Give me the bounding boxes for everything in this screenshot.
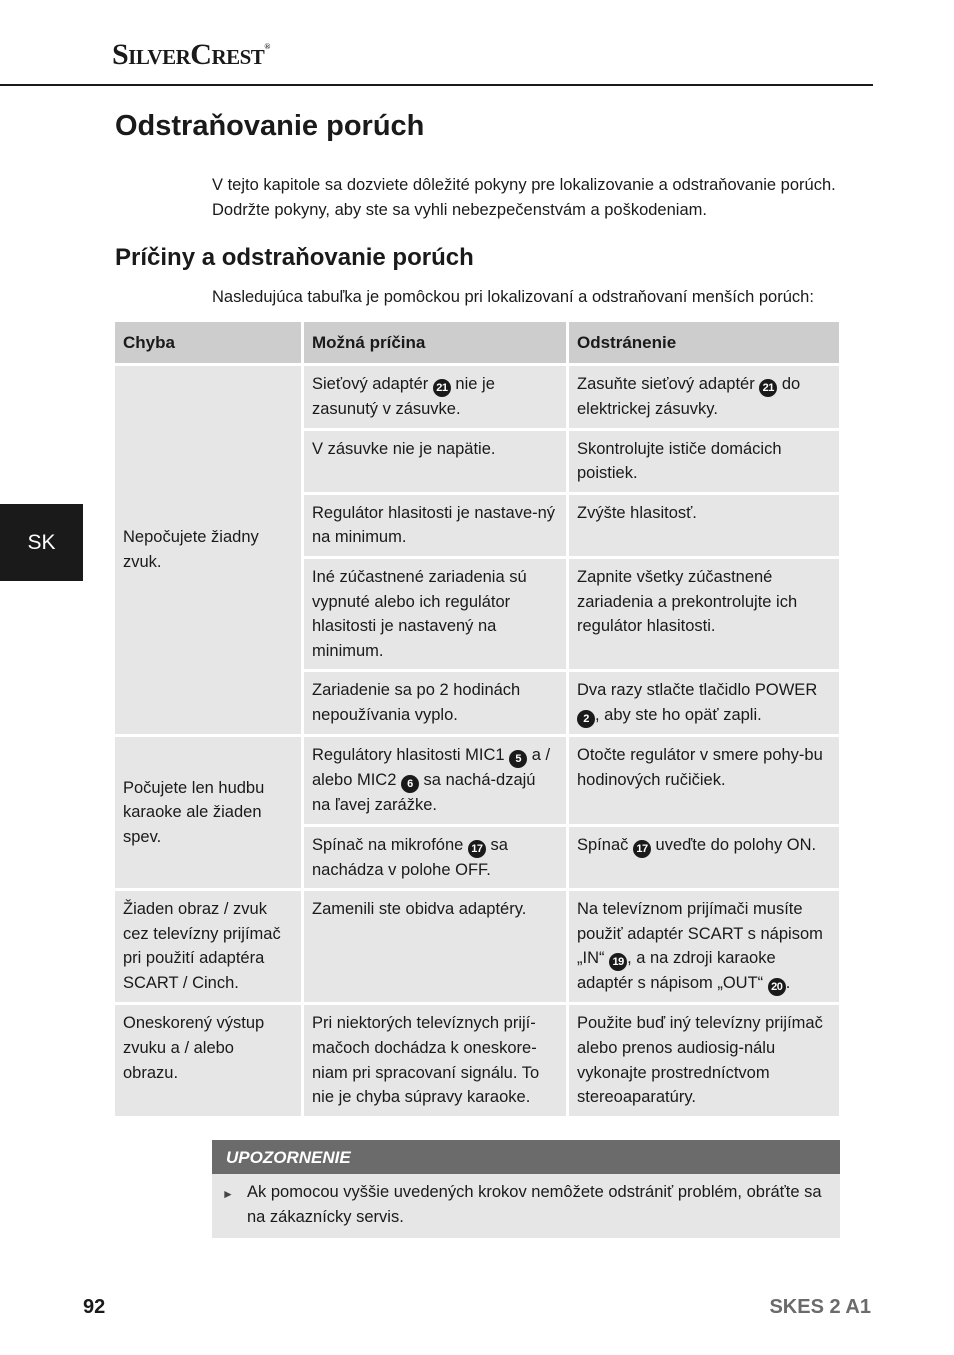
fix-cell [569, 1005, 839, 1115]
reference-number-icon: 2 [577, 710, 595, 728]
cell-text: Zasuňte sieťový adaptér [577, 375, 760, 393]
header-fix: Odstránenie [569, 322, 839, 363]
reference-number-icon: 21 [759, 379, 777, 397]
cause-cell [304, 495, 566, 556]
fix-cell [569, 827, 839, 889]
fix-cell [569, 891, 839, 1002]
header-rule [0, 84, 873, 86]
cell-text: Na televíznom prijímači musíte použiť adaptér SCART s nápisom „IN“ [577, 900, 823, 968]
fix-cell [569, 431, 839, 492]
cell-text: sa nachá-dzajú na ľavej zarážke. [312, 770, 536, 814]
cause-cell [304, 431, 566, 492]
cell-text: . [785, 974, 791, 993]
cell-text: Zamenili ste obidva adaptéry. [312, 900, 527, 919]
section-title: Príčiny a odstraňovanie porúch [115, 244, 474, 271]
fix-cell [569, 672, 839, 734]
reference-number-icon: 19 [609, 953, 627, 971]
fault-cell: Nepočujete žiadny zvuk. [115, 366, 301, 734]
fix-cell [569, 559, 839, 669]
reference-number-icon: 17 [468, 840, 486, 858]
cell-text: uveďte do polohy ON. [650, 835, 817, 854]
cause-cell [304, 891, 566, 1002]
cause-cell [304, 559, 566, 669]
cell-text: Zvýšte hlasitosť. [577, 503, 697, 522]
notice-body [212, 1174, 840, 1238]
fix-cell [569, 737, 839, 824]
notice-title: UPOZORNENIE [212, 1140, 840, 1174]
brand-name: SilverCrest [112, 38, 265, 71]
table-row [115, 366, 839, 428]
cell-text: Regulátor hlasitosti je nastave-ný na minimum. [312, 503, 556, 547]
page-title: Odstraňovanie porúch [115, 110, 425, 142]
brand-logo [112, 38, 270, 72]
cell-text: Spínač na mikrofóne [312, 835, 468, 854]
notice-text: Ak pomocou vyššie uvedených krokov nemôžete odstrániť problém, obráťte sa na zákaznícky servis. [247, 1183, 822, 1226]
table-row [115, 891, 839, 1002]
cell-text: Regulátory hlasitosti MIC1 [312, 745, 510, 764]
reference-number-icon: 5 [509, 750, 527, 768]
arrow-bullet-icon: ► [222, 1187, 234, 1201]
cause-cell [304, 737, 566, 824]
cause-cell [304, 366, 566, 428]
fault-cell: Žiaden obraz / zvuk cez televízny prijímač pri použití adaptéra SCART / Cinch. [115, 891, 301, 1002]
reference-number-icon: 17 [633, 840, 651, 858]
cell-text: Sieťový adaptér [312, 375, 433, 393]
cell-text: Skontrolujte ističe domácich poistiek. [577, 439, 782, 483]
fault-cell: Počujete len hudbu karaoke ale žiaden spev. [115, 737, 301, 888]
language-tab: SK [0, 504, 83, 581]
fix-cell [569, 495, 839, 556]
cause-cell [304, 672, 566, 734]
intro-text: V tejto kapitole sa dozviete dôležité pokyny pre lokalizovanie a odstraňovanie porúch. Dodržte pokyny, aby ste sa vyhli nebezpečenstvám a poškodeniam. [212, 176, 836, 219]
cell-text: Otočte regulátor v smere pohy-bu hodinových ručičiek. [577, 745, 823, 789]
cell-text: Použite buď iný televízny prijímač alebo prenos audiosig-nálu vykonajte prostredníctvom stereoaparatúry. [577, 1014, 823, 1107]
cell-text: a / alebo MIC2 [312, 745, 551, 789]
cell-text: Zariadenie sa po 2 hodinách nepoužívania vyplo. [312, 681, 521, 724]
cell-text: nie je zasunutý v zásuvke. [312, 375, 495, 418]
fault-cell: Oneskorený výstup zvuku a / alebo obrazu. [115, 1005, 301, 1115]
cell-text: , aby ste ho opäť zapli. [595, 705, 762, 724]
cell-text: , a na zdroji karaoke adaptér s nápisom „OUT“ [577, 949, 776, 993]
cell-text: Pri niektorých televíznych prijí-mačoch dochádza k oneskore-niam pri spracovaní signálu. To nie je chyba súpravy karaoke. [312, 1014, 540, 1107]
table-row [115, 737, 839, 824]
table-header-row [115, 322, 839, 363]
cell-text: Dva razy stlačte tlačidlo POWER [577, 681, 818, 700]
header-fault: Chyba [115, 322, 301, 363]
cell-text: Zapnite všetky zúčastnené zariadenia a prekontrolujte ich regulátor hlasitosti. [577, 567, 798, 636]
cell-text: Iné zúčastnené zariadenia sú vypnuté alebo ich regulátor hlasitosti je nastavený na minimum. [312, 567, 527, 660]
fix-cell [569, 366, 839, 428]
table-row [115, 1005, 839, 1115]
registered-mark: ® [264, 42, 270, 51]
reference-number-icon: 6 [401, 775, 419, 793]
cell-text: sa nachádza v polohe OFF. [312, 835, 508, 879]
notice-box [212, 1140, 840, 1238]
cell-text: do elektrickej zásuvky. [577, 375, 801, 418]
page-number: 92 [83, 1296, 106, 1318]
reference-number-icon: 21 [433, 379, 451, 397]
table-intro: Nasledujúca tabuľka je pomôckou pri lokalizovaní a odstraňovaní menších porúch: [212, 288, 814, 306]
model-name: SKES 2 A1 [769, 1296, 871, 1318]
cause-cell [304, 827, 566, 889]
header-cause: Možná príčina [304, 322, 566, 363]
cause-cell [304, 1005, 566, 1115]
reference-number-icon: 20 [768, 978, 786, 996]
cell-text: Spínač [577, 835, 633, 854]
cell-text: V zásuvke nie je napätie. [312, 439, 496, 458]
troubleshooting-table [112, 319, 842, 1119]
